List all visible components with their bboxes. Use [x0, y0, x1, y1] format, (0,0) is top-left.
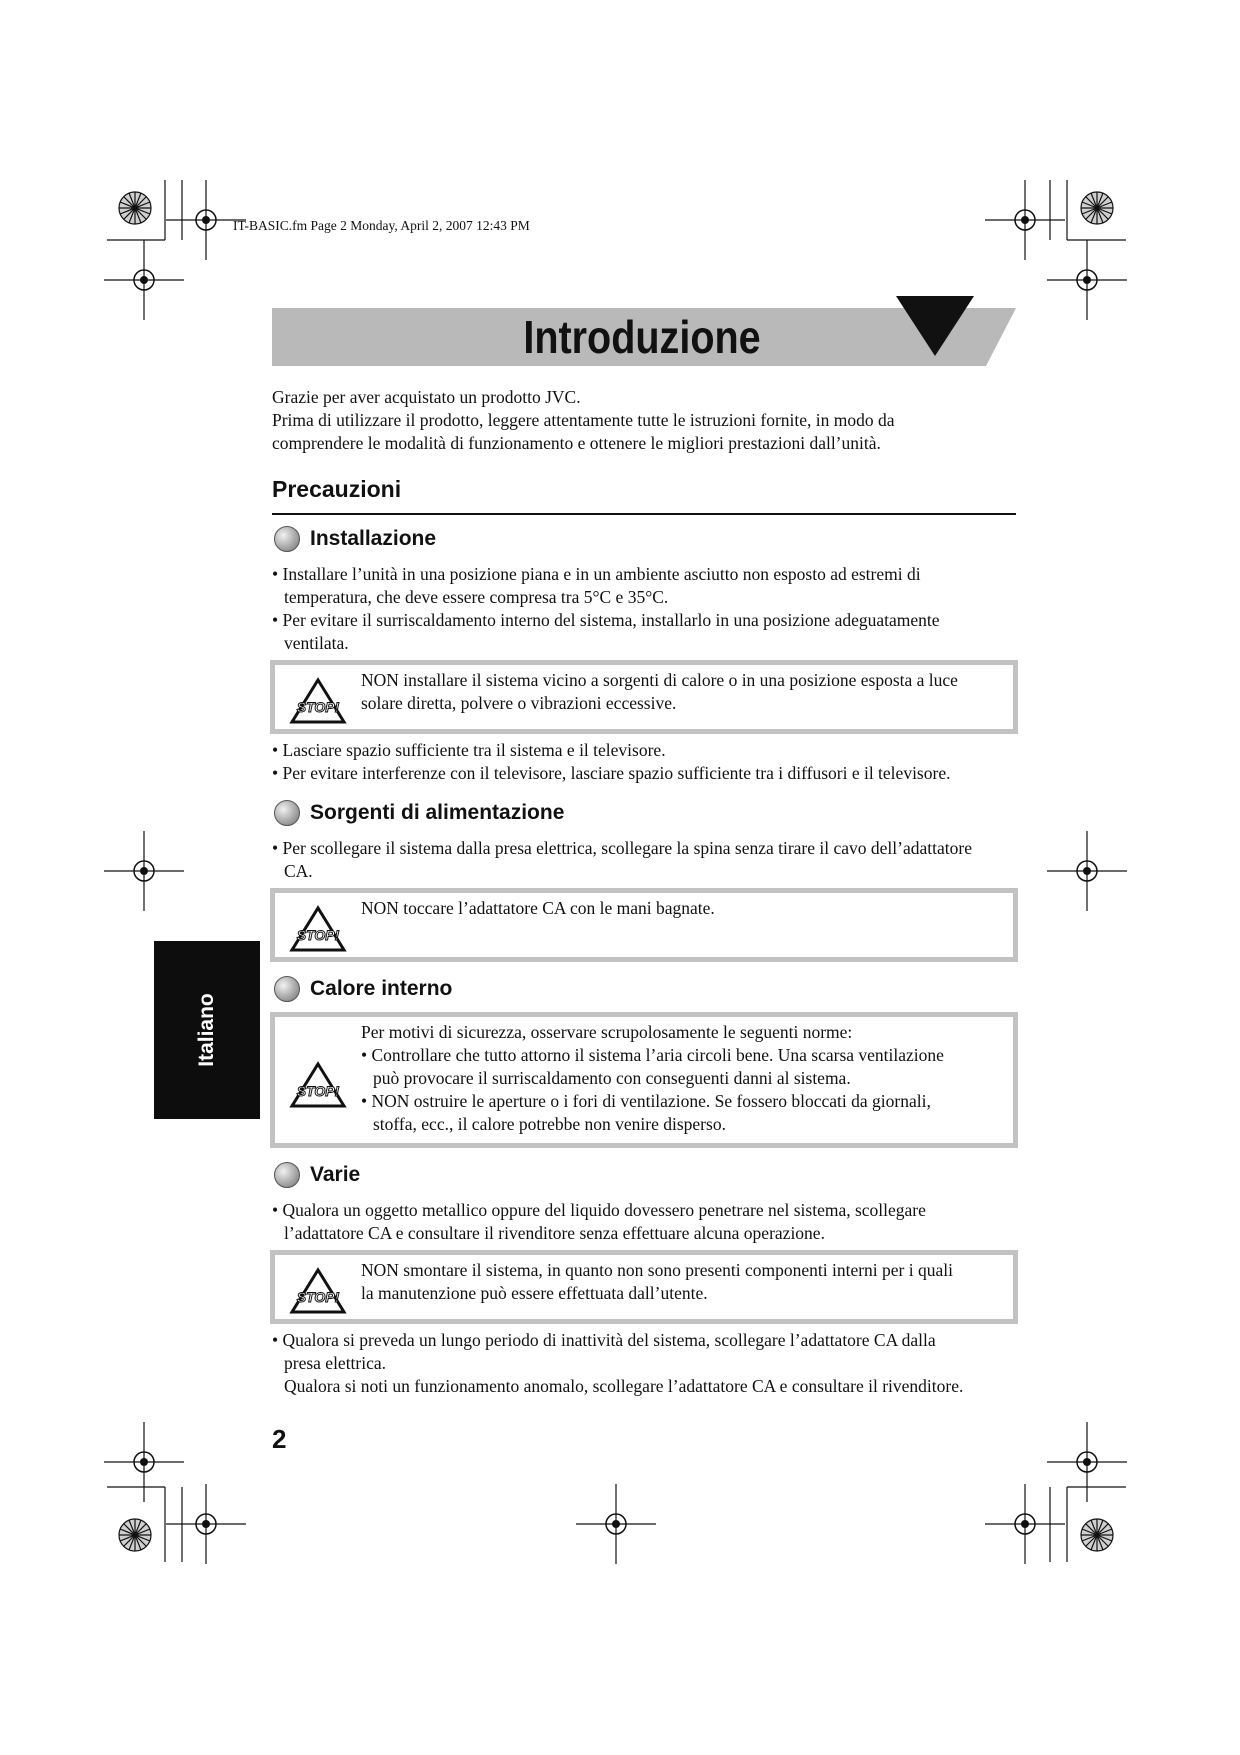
stop-warning-icon [289, 1267, 347, 1315]
list-item: • Qualora si preveda un lungo periodo di inattività del sistema, scollegare l’adattatore CA dalla [272, 1330, 936, 1350]
page-number: 2 [272, 1424, 287, 1454]
heading-divider [272, 513, 1016, 515]
round-bullet-icon [274, 526, 300, 552]
round-bullet-icon [274, 976, 300, 1002]
list-item: • Installare l’unità in una posizione piana e in un ambiente asciutto non esposto ad estremi di temperatura, che deve essere compresa tra 5°C e 35°C. [272, 564, 921, 607]
warning-box-power: STOP! NON toccare l’adattatore CA con le mani bagnate. [270, 888, 1018, 962]
stop-warning-icon [289, 677, 347, 725]
installation-bullets-2 [272, 739, 1022, 785]
round-bullet-icon [274, 800, 300, 826]
list-item: • Lasciare spazio sufficiente tra il sistema e il televisore. [272, 740, 666, 760]
round-bullet-icon [274, 1162, 300, 1188]
svg-text:STOP!: STOP! [296, 699, 340, 715]
stop-warning-icon [289, 1061, 347, 1109]
list-item: • Qualora un oggetto metallico oppure del liquido dovessero penetrare nel sistema, scollegare l’adattatore CA e consultare il rivenditore senza effettuare alcuna operazione. [272, 1200, 926, 1243]
intro-text: Grazie per aver acquistato un prodotto JVC. Prima di utilizzare il prodotto, leggere attentamente tutte le istruzioni fornite, in modo da comprendere le modalità di funzionamento e ottenere le migliori prestazioni dall’unità. [272, 387, 895, 453]
list-item: • Per evitare interferenze con il televisore, lasciare spazio sufficiente tra i diffusori e il televisore. [272, 763, 951, 783]
svg-text:STOP!: STOP! [296, 927, 340, 943]
misc-bullets [272, 1199, 1022, 1245]
language-tab-label: Italiano [195, 993, 218, 1067]
power-bullets [272, 837, 1022, 883]
svg-text:STOP!: STOP! [296, 1083, 340, 1099]
list-item: • Per scollegare il sistema dalla presa elettrica, scollegare la spina senza tirare il cavo dell’adattatore CA. [272, 838, 972, 881]
section-heading-precautions: Precauzioni [272, 476, 402, 502]
title-triangle-icon [896, 296, 974, 356]
svg-text:STOP!: STOP! [296, 1289, 340, 1305]
subheading-misc: Varie [274, 1162, 360, 1188]
warning-box-installation: STOP! NON installare il sistema vicino a sorgenti di calore o in una posizione esposta a luce solare diretta, polvere o vibrazioni eccessive. [270, 660, 1018, 734]
installation-bullets [272, 563, 1022, 655]
list-item: • Per evitare il surriscaldamento interno del sistema, installarlo in una posizione adeguatamente ventilata. [272, 610, 940, 653]
page-title: Introduzione [523, 311, 761, 363]
subheading-installation: Installazione [274, 526, 436, 552]
warning-box-misc: STOP! NON smontare il sistema, in quanto non sono presenti componenti interni per i quali la manutenzione può essere effettuata dall’utente. [270, 1250, 1018, 1324]
warning-box-heat: STOP! Per motivi di sicurezza, osservare scrupolosamente le seguenti norme: • Controllare che tutto attorno il sistema l’aria circoli bene. Una scarsa ventilazione può provocare il surriscaldamento con conseguenti danni al sistema. • NON ostruire le aperture o i fori di ventilazione. Se fossero bloccati da giornali, stoffa, ecc., il calore potrebbe non venire disperso. [270, 1012, 1018, 1148]
stop-warning-icon [289, 905, 347, 953]
subheading-internal-heat: Calore interno [274, 976, 452, 1002]
file-header-info: IT-BASIC.fm Page 2 Monday, April 2, 2007 12:43 PM [233, 218, 530, 233]
misc-bullets-2: • Qualora si preveda un lungo periodo di inattività del sistema, scollegare l’adattatore CA dalla presa elettrica. Qualora si noti un funzionamento anomalo, scollegare l’adattatore CA e consultare il rivenditore. [272, 1329, 1022, 1398]
subheading-power-sources: Sorgenti di alimentazione [274, 800, 564, 826]
